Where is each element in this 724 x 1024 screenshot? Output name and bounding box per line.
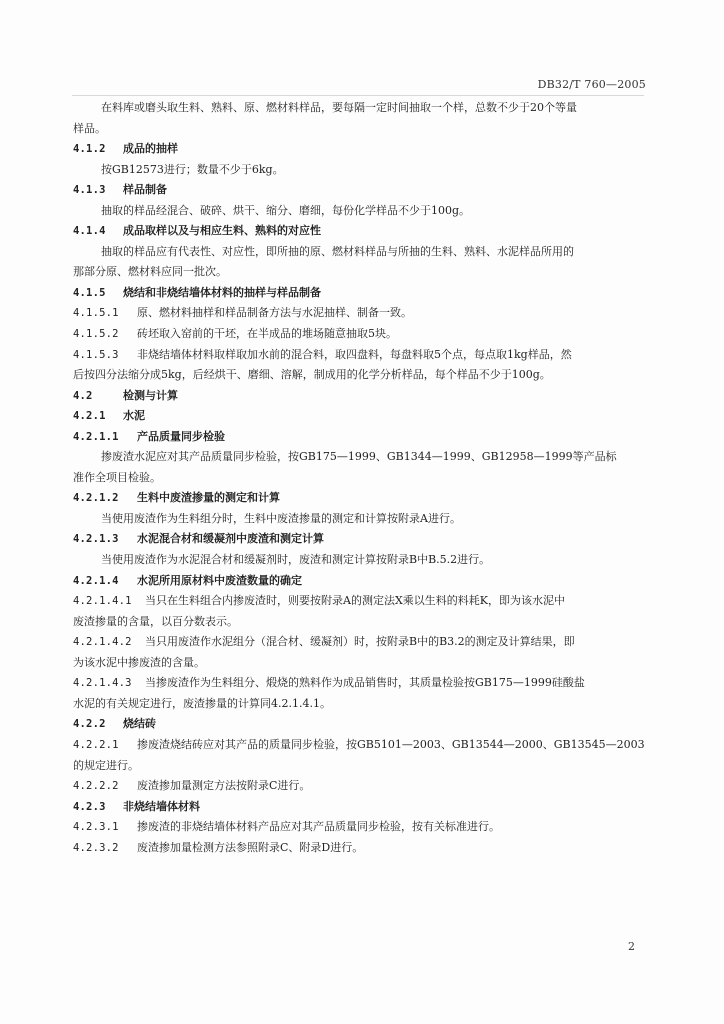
body-text: 当掺废渣作为生料组分、煅烧的熟料作为成品销售时，其质量检验按GB175—1999硅酸盐 [145, 676, 585, 690]
text-line [73, 406, 651, 427]
text-line [73, 571, 651, 592]
section-heading: 检测与计算 [123, 388, 178, 402]
text-line [73, 365, 651, 386]
section-heading: 烧结砖 [123, 717, 156, 731]
body-text: 在料库或磨头取生料、熟料、原、燃材料样品，要每隔一定时间抽取一个样，总数不少于20个等量 [101, 101, 577, 114]
body-text: 掺废渣的非烧结墙体材料产品应对其产品质量同步检验，按有关标准进行。 [137, 820, 500, 834]
section-heading: 烧结和非烧结墙体材料的抽样与样品制备 [123, 285, 321, 299]
text-line [73, 756, 651, 777]
text-line [73, 283, 651, 304]
text-line [73, 735, 651, 756]
section-number: 4.2.1.4.1 [73, 595, 132, 608]
body-text: 非烧结墙体材料取样取加水前的混合料，取四盘料，每盘料取5个点，每点取1kg样品，然 [137, 347, 572, 361]
text-line [73, 591, 651, 612]
text-line [73, 303, 651, 324]
text-line [73, 694, 651, 715]
body-text: 掺废渣烧结砖应对其产品的质量同步检验，按GB5101—2003、GB13544—2000、GB13545—2003 [137, 737, 645, 751]
text-line [73, 797, 651, 818]
section-number: 4.2.3.2 [73, 841, 119, 854]
body-text: 那部分原、燃材料应同一批次。 [73, 265, 227, 279]
text-line [73, 838, 651, 859]
page-number: 2 [628, 940, 635, 953]
section-heading: 成品取样以及与相应生料、熟料的对应性 [123, 224, 321, 238]
text-line [73, 653, 651, 674]
text-line [73, 776, 651, 797]
header-rule [72, 95, 644, 96]
section-number: 4.2.1.1 [73, 430, 119, 443]
section-number: 4.2.2.1 [73, 738, 119, 751]
text-line [73, 817, 651, 838]
body-text: 当使用废渣作为水泥混合材和缓凝剂时，废渣和测定计算按附录B中B.5.2进行。 [101, 553, 491, 567]
text-line [73, 529, 651, 550]
section-number: 4.1.5.1 [73, 307, 119, 320]
section-number: 4.2.1.4.2 [73, 636, 132, 649]
text-line [73, 714, 651, 735]
text-line [73, 98, 651, 119]
body-text: 废渣掺加量检测方法参照附录C、附录D进行。 [137, 840, 364, 854]
text-line [73, 201, 651, 222]
section-number: 4.1.5 [73, 286, 106, 299]
section-number: 4.2.3.1 [73, 821, 119, 834]
text-line [73, 550, 651, 571]
section-heading: 水泥所用原材料中废渣数量的确定 [137, 573, 302, 587]
section-number: 4.2.1.4.3 [73, 677, 132, 690]
text-line [73, 632, 651, 653]
text-line [73, 488, 651, 509]
text-line [73, 612, 651, 633]
text-line [73, 386, 651, 407]
section-heading: 水泥 [123, 409, 145, 423]
body-text: 样品。 [73, 121, 106, 135]
body-text: 后按四分法缩分成5kg，后经烘干、磨细、溶解，制成用的化学分析样品，每个样品不少于100g。 [73, 368, 551, 382]
text-line [73, 262, 651, 283]
text-line [73, 139, 651, 160]
body-text: 当只用废渣作水泥组分（混合材、缓凝剂）时，按附录B中的B3.2的测定及计算结果，即 [145, 635, 575, 649]
section-number: 4.2.1 [73, 410, 106, 423]
section-number: 4.1.5.3 [73, 348, 119, 361]
text-line [73, 673, 651, 694]
section-number: 4.1.4 [73, 225, 106, 238]
text-line [73, 345, 651, 366]
section-heading: 成品的抽样 [123, 142, 178, 156]
section-heading: 样品制备 [123, 183, 167, 197]
document-code: DB32/T 760—2005 [537, 78, 646, 91]
body-text: 当使用废渣作为生料组分时，生料中废渣掺量的测定和计算按附录A进行。 [101, 511, 461, 525]
body-text: 的规定进行。 [73, 758, 139, 772]
body-text: 废渣掺加量测定方法按附录C进行。 [137, 779, 311, 793]
section-number: 4.1.5.2 [73, 328, 119, 341]
text-line [73, 119, 651, 140]
section-number: 4.1.3 [73, 184, 106, 197]
body-text: 按GB12573进行；数量不少于6kg。 [101, 162, 284, 176]
body-text: 废渣掺量的含量，以百分数表示。 [73, 614, 238, 628]
text-line [73, 324, 651, 345]
section-number: 4.2.1.3 [73, 533, 119, 546]
text-line [73, 509, 651, 530]
section-number: 4.1.2 [73, 143, 106, 156]
text-line [73, 427, 651, 448]
text-line [73, 221, 651, 242]
body-text: 掺废渣水泥应对其产品质量同步检验，按GB175—1999、GB1344—1999、GB12958—1999等产品标 [101, 450, 617, 464]
section-heading: 水泥混合材和缓凝剂中废渣和测定计算 [137, 532, 324, 546]
section-number: 4.2.3 [73, 800, 106, 813]
body-text: 原、燃材料抽样和样品制备方法与水泥抽样、制备一致。 [137, 306, 412, 320]
body-text: 水泥的有关规定进行，废渣掺量的计算同4.2.1.4.1。 [73, 696, 331, 710]
section-number: 4.2.1.4 [73, 574, 119, 587]
text-line [73, 160, 651, 181]
section-heading: 生料中废渣掺量的测定和计算 [137, 491, 280, 505]
body-text: 砖坯取入窑前的干坯，在半成品的堆场随意抽取5块。 [137, 327, 397, 341]
section-heading: 产品质量同步检验 [137, 429, 225, 443]
section-heading: 非烧结墙体材料 [123, 799, 200, 813]
body-text: 当只在生料组合内掺废渣时，则要按附录A的测定法X乘以生料的料耗K，即为该水泥中 [145, 594, 565, 608]
body-text: 抽取的样品经混合、破碎、烘干、缩分、磨细，每份化学样品不少于100g。 [101, 203, 471, 217]
text-line [73, 468, 651, 489]
section-number: 4.2.1.2 [73, 492, 119, 505]
section-number: 4.2.2 [73, 718, 106, 731]
document-body [73, 98, 651, 858]
section-number: 4.2.2.2 [73, 780, 119, 793]
text-line [73, 242, 651, 263]
text-line [73, 180, 651, 201]
body-text: 为该水泥中掺废渣的含量。 [73, 655, 205, 669]
section-number: 4.2 [73, 389, 93, 402]
text-line [73, 447, 651, 468]
body-text: 准作全项目检验。 [73, 470, 161, 484]
body-text: 抽取的样品应有代表性、对应性，即所抽的原、燃材料样品与所抽的生料、熟料、水泥样品所用的 [101, 244, 574, 258]
